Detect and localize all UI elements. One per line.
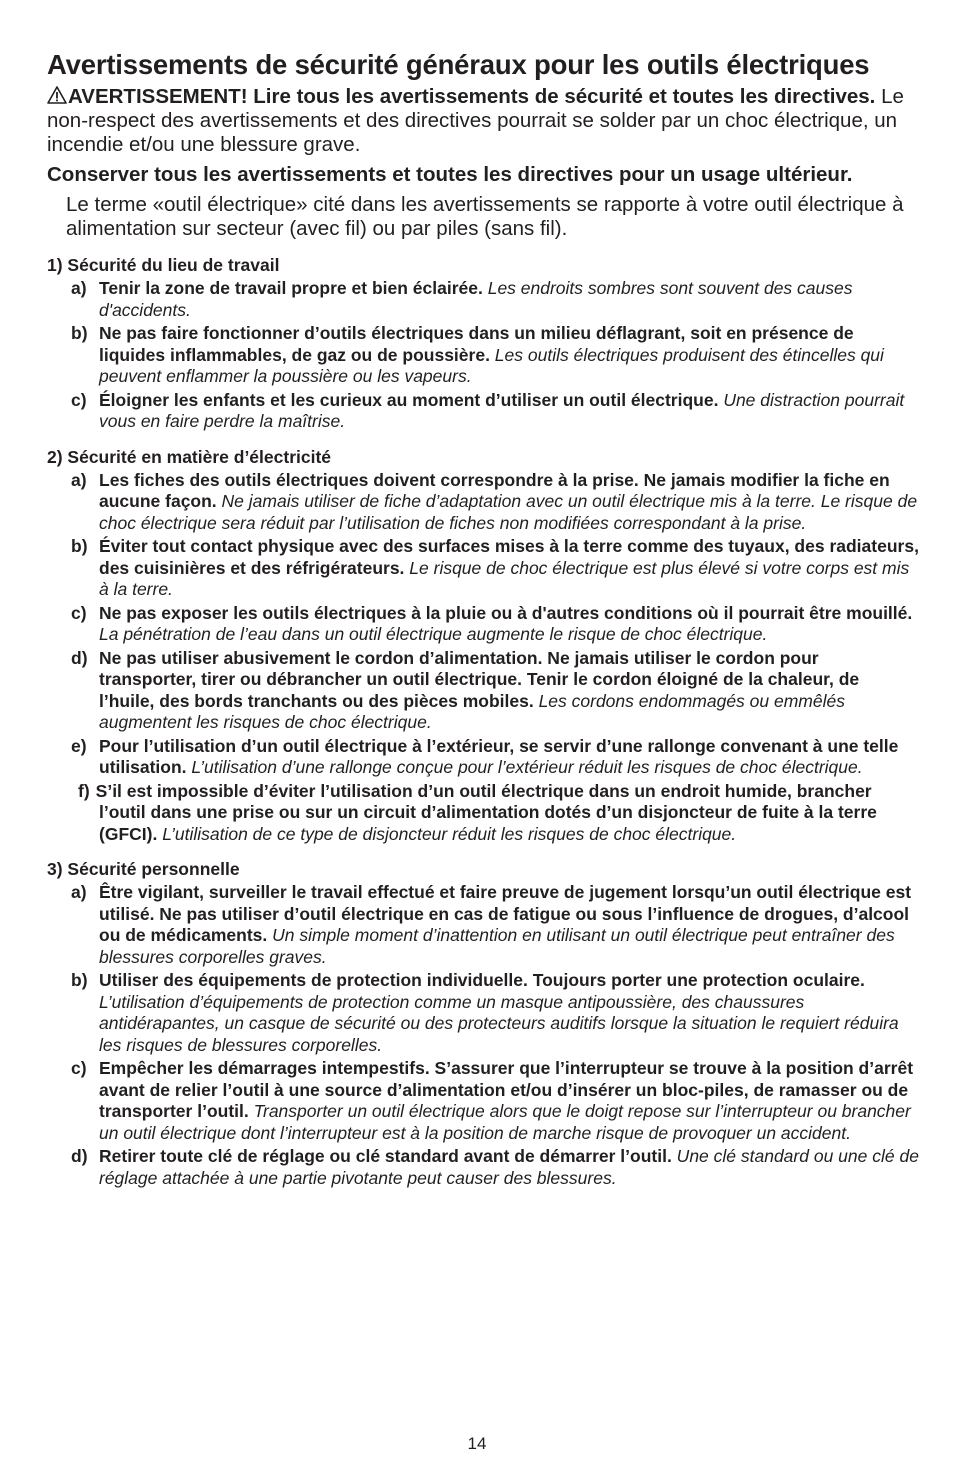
section-item-list [47,882,919,1189]
item-label: e) [71,735,87,756]
safety-sections [47,254,919,1189]
definition-paragraph: Le terme «outil électrique» cité dans les avertissements se rapporte à votre outil électrique à alimentation sur secteur (avec fil) ou par piles (sans fil). [66,193,904,240]
list-item [47,882,919,968]
item-bold-text: S’il est impossible d’éviter l’utilisation d’un outil électrique dans un endroit humide, brancher l’outil dans une prise ou sur un circuit d’alimentation dotés d’un disjoncteur de fuite à la terre (GFCI). [95,780,877,844]
item-italic-text: Les endroits sombres sont souvent des causes d'accidents. [99,278,853,320]
section-item-list [47,278,919,433]
item-italic-text: Les outils électriques produisent des étincelles qui peuvent enflammer la poussière ou les vapeurs. [99,344,884,386]
list-item [47,648,919,734]
list-item [47,390,919,433]
section-title: 2) Sécurité en matière d’électricité [47,446,332,467]
item-bold-text: Tenir la zone de travail propre et bien éclairée. [99,278,483,298]
item-bold-text: Utiliser des équipements de protection individuelle. Toujours porter une protection oculaire. [99,970,865,990]
item-label: c) [71,602,87,623]
section-title: 3) Sécurité personnelle [47,859,240,879]
item-bold-text: Être vigilant, surveiller le travail effectué et faire preuve de jugement lorsqu’un outil électrique est utilisé. Ne pas utiliser d’outil électrique en cas de fatigue ou sous l’influence de drogues, d’alcool ou de médicaments. [99,882,912,945]
safety-section [47,254,919,433]
list-item [47,736,919,779]
list-item [47,278,919,321]
item-label: d) [71,1146,88,1166]
list-item [47,603,919,646]
item-italic-text: Les cordons endommagés ou emmêlés augmentent les risques de choc électrique. [99,690,845,732]
list-item [47,470,919,535]
item-bold-text: Les fiches des outils électriques doivent correspondre à la prise. Ne jamais modifier la fiche en aucune façon. [99,469,890,511]
warning-text: Le non-respect des avertissements et des directives pourrait se solder par un choc électrique, un incendie et/ou une blessure grave. [47,85,904,156]
item-label: a) [71,469,87,490]
section-item-list [47,470,919,846]
warning-paragraph [47,85,919,157]
item-bold-text: Ne pas faire fonctionner d’outils électriques dans un milieu déflagrant, soit en présence de liquides inflammables, de gaz ou de poussière. [99,323,854,365]
item-bold-text: Retirer toute clé de réglage ou clé standard avant de démarrer l’outil. [99,1146,672,1166]
safety-section [47,858,919,1189]
item-italic-text: Le risque de choc électrique est plus élevé si votre corps est mis à la terre. [99,557,910,599]
warning-bold-text: AVERTISSEMENT! Lire tous les avertissements de sécurité et toutes les directives. [68,85,876,108]
item-bold-text: Éloigner les enfants et les curieux au moment d’utiliser un outil électrique. [99,389,719,410]
list-item [47,1146,919,1189]
item-italic-text: Ne jamais utiliser de fiche d’adaptation avec un outil électrique mis à la terre. Le risque de choc électrique sera réduit par l’utilisation de fiches non modifiées correspondant à la prise. [99,491,918,533]
list-item [47,323,919,388]
item-bold-text: Ne pas exposer les outils électriques à la pluie ou à d'autres conditions où il pourrait être mouillé. [99,602,913,623]
item-label: c) [71,1058,87,1078]
item-italic-text: L’utilisation d’équipements de protection comme un masque antipoussière, des chaussures antidérapantes, un casque de sécurité ou des protecteurs auditifs lorsque la situation le requiert réduira les risques de blessures corporelles. [99,991,899,1055]
warning-triangle-icon [47,86,67,104]
item-label: a) [71,882,87,902]
item-label: b) [71,323,88,343]
safety-section [47,446,919,846]
item-label: b) [71,536,88,556]
list-item [47,970,919,1056]
item-italic-text: La pénétration de l’eau dans un outil électrique augmente le risque de choc électrique. [99,624,768,644]
item-bold-text: Pour l’utilisation d’un outil électrique à l’extérieur, se servir d’une rallonge convenant à une telle utilisation. [99,735,899,777]
document-page [47,50,919,1189]
page-title: Avertissements de sécurité généraux pour les outils électriques [47,49,870,80]
item-label: f) [78,780,90,801]
item-label: d) [71,647,88,668]
item-bold-text: Éviter tout contact physique avec des surfaces mises à la terre comme des tuyaux, des radiateurs, des cuisinières et des réfrigérateurs. [99,536,919,578]
item-italic-text: L’utilisation d’une rallonge conçue pour l’extérieur réduit les risques de choc électrique. [186,757,863,777]
page-number: 14 [467,1434,487,1453]
list-item [47,536,919,601]
item-italic-text: Une clé standard ou une clé de réglage attachée à une partie pivotante peut causer des blessures. [99,1146,919,1188]
list-item [47,781,919,846]
item-italic-text: Transporter un outil électrique alors que le doigt repose sur l’interrupteur ou brancher un outil électrique dont l’interrupteur est à la position de marche risque de provoquer un accident. [99,1101,911,1143]
keep-instructions-notice: Conserver tous les avertissements et toutes les directives pour un usage ultérieur. [47,163,853,186]
item-label: a) [71,278,87,298]
item-label: c) [71,389,87,410]
list-item [47,1058,919,1144]
item-bold-text: Ne pas utiliser abusivement le cordon d’alimentation. Ne jamais utiliser le cordon pour transporter, tirer ou débrancher un outil électrique. Tenir le cordon éloigné de la chaleur, de l’huile, des bords tranchants ou des pièces mobiles. [99,647,860,711]
item-italic-text: L’utilisation de ce type de disjoncteur réduit les risques de choc électrique. [157,823,737,844]
item-italic-text: Un simple moment d’inattention en utilisant un outil électrique peut entraîner des blessures corporelles graves. [99,925,895,967]
item-bold-text: Empêcher les démarrages intempestifs. S’assurer que l’interrupteur se trouve à la position d’arrêt avant de relier l’outil à une source d’alimentation et/ou d’insérer un bloc-piles, de ramasser ou de transporter l’outil. [99,1058,914,1121]
item-italic-text: Une distraction pourrait vous en faire perdre la maîtrise. [99,389,905,431]
section-title: 1) Sécurité du lieu de travail [47,255,280,275]
item-label: b) [71,970,88,990]
